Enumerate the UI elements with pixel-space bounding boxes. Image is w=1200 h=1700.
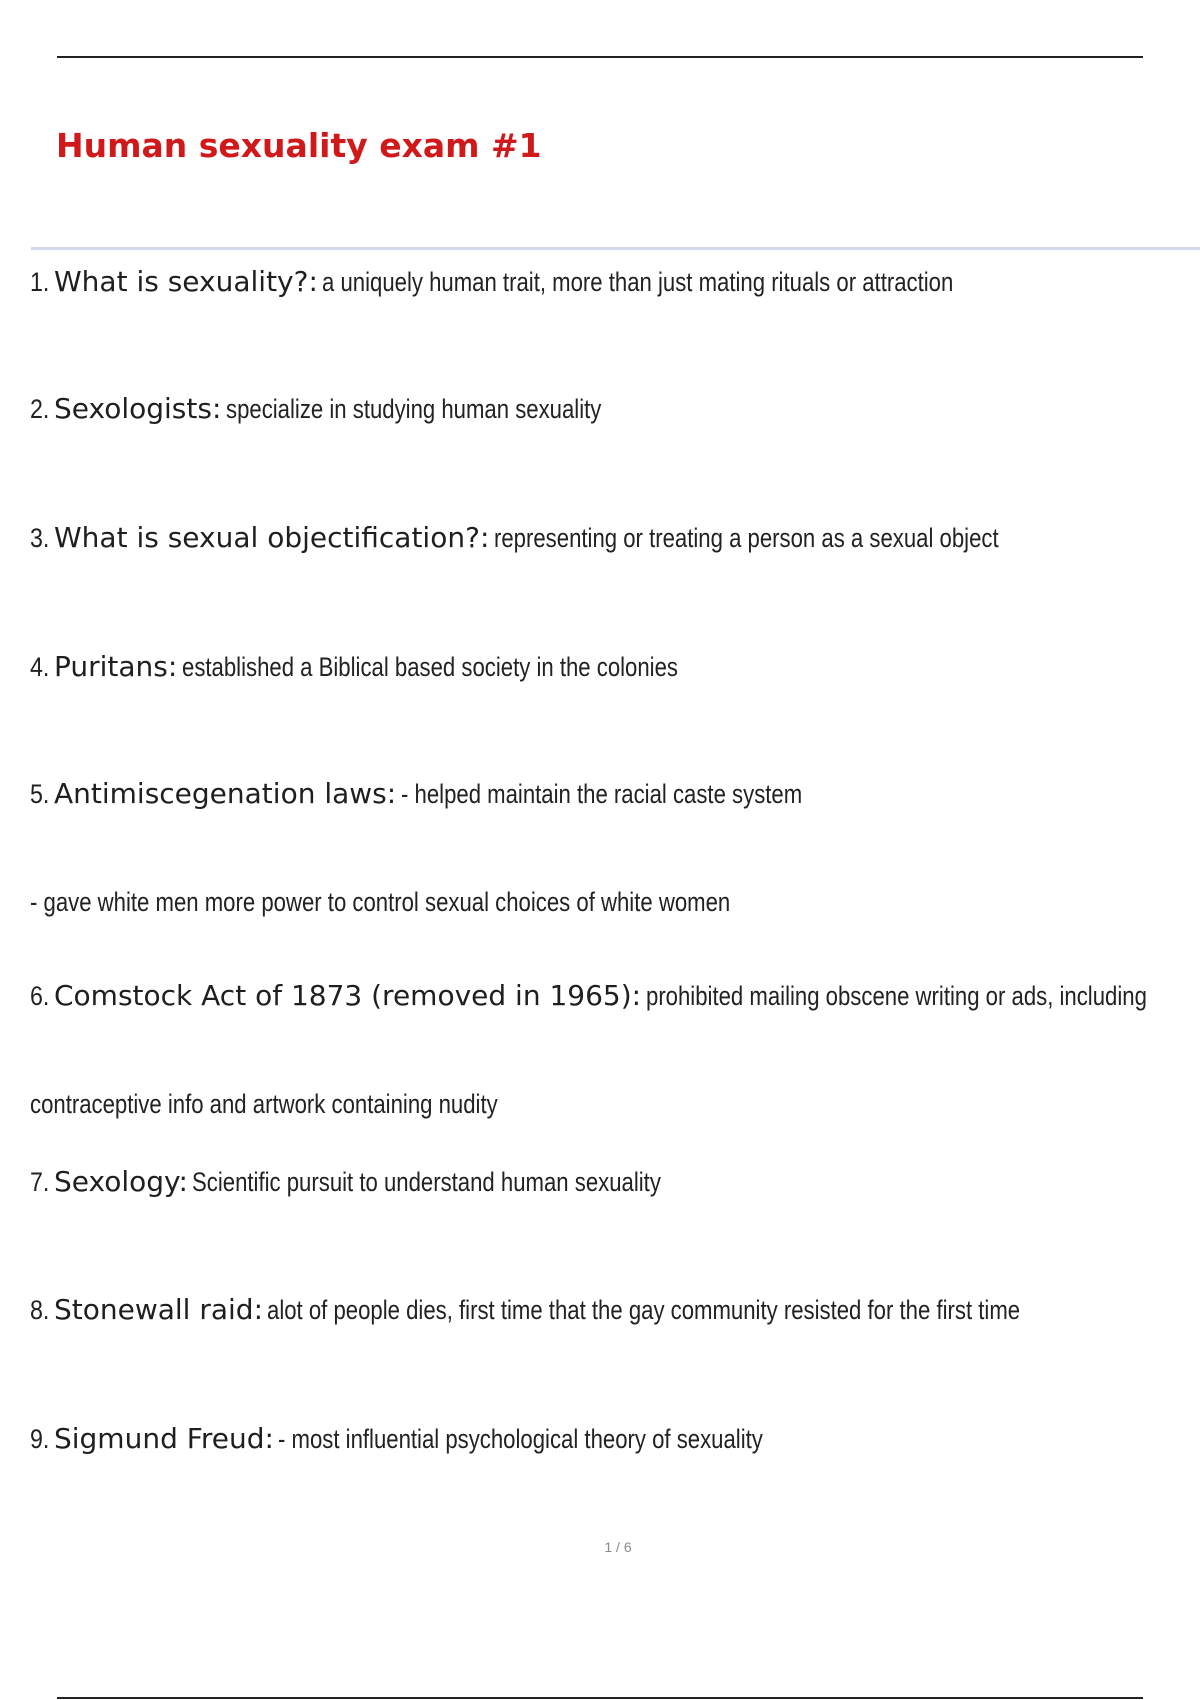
item-definition: established a Biblical based society in the colonies — [181, 652, 678, 682]
flashcard-item-7 — [30, 1165, 764, 1198]
item-definition: - helped maintain the racial caste system — [400, 779, 802, 809]
item-definition: prohibited mailing obscene writing or ads, including — [645, 981, 1147, 1011]
item-term: What is sexuality?: — [53, 265, 318, 298]
item-number: 7. — [30, 1167, 50, 1197]
item-term: Stonewall raid: — [53, 1293, 264, 1326]
flashcard-item-3 — [30, 521, 1109, 554]
item-number: 1. — [30, 267, 50, 297]
item-definition: - most influential psychological theory of sexuality — [278, 1424, 764, 1454]
item-definition-continued: - gave white men more power to control sexual choices of white women — [30, 887, 731, 917]
item-number: 4. — [30, 652, 50, 682]
flashcard-item-8 — [30, 1293, 1186, 1326]
top-rule — [57, 56, 1143, 58]
flashcard-item-2 — [30, 392, 684, 425]
item-term: Sexologists: — [53, 392, 222, 425]
item-definition: representing or treating a person as a sexual object — [493, 523, 999, 553]
item-term: What is sexual objectification?: — [53, 521, 490, 554]
item-term: Puritans: — [53, 650, 178, 683]
item-number: 2. — [30, 394, 50, 424]
item-definition: alot of people dies, first time that the gay community resisted for the first time — [267, 1295, 1021, 1325]
item-number: 8. — [30, 1295, 50, 1325]
flashcard-item-1 — [30, 265, 1092, 298]
flashcard-item-9 — [30, 1422, 870, 1455]
item-term: Sexology: — [53, 1165, 188, 1198]
page-title: Human sexuality exam #1 — [56, 126, 542, 165]
item-term: Comstock Act of 1873 (removed in 1965): — [53, 979, 642, 1012]
bottom-rule — [57, 1697, 1143, 1699]
flashcard-item-4 — [30, 650, 787, 683]
item-definition-continued: contraceptive info and artwork containing nudity — [30, 1089, 498, 1119]
flashcard-item-6 — [30, 979, 1200, 1012]
item-number: 6. — [30, 981, 50, 1011]
item-definition: a uniquely human trait, more than just mating rituals or attraction — [322, 267, 954, 297]
item-number: 3. — [30, 523, 50, 553]
item-term: Sigmund Freud: — [53, 1422, 274, 1455]
item-definition: Scientific pursuit to understand human sexuality — [192, 1167, 662, 1197]
flashcard-item-5 — [30, 777, 890, 810]
title-divider — [31, 247, 1200, 250]
page-number: 1 / 6 — [604, 1539, 632, 1555]
item-term: Antimiscegenation laws: — [53, 777, 397, 810]
item-definition: specialize in studying human sexuality — [225, 394, 602, 424]
item-number: 5. — [30, 779, 50, 809]
item-number: 9. — [30, 1424, 50, 1454]
